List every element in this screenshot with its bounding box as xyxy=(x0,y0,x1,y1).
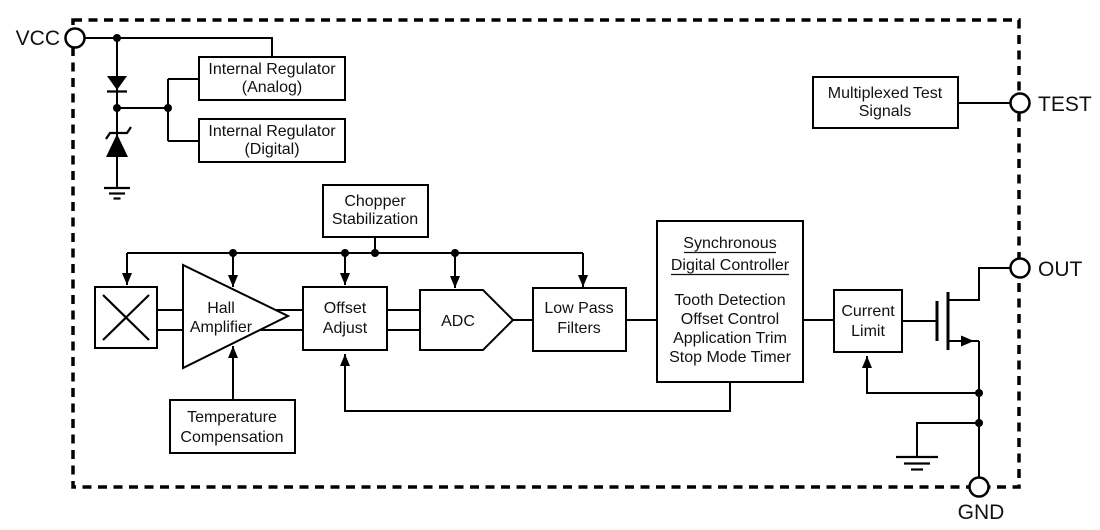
analog-regulator-label-1: Internal Regulator xyxy=(208,61,336,78)
offset-adjust-box xyxy=(303,287,387,350)
out-pin xyxy=(1011,259,1030,278)
controller-function-1: Tooth Detection xyxy=(674,292,786,309)
mux-test-label-1: Multiplexed Test xyxy=(827,85,943,102)
gnd-pin-label: GND xyxy=(957,501,1005,524)
temp-comp-label-2: Compensation xyxy=(180,429,284,446)
vcc-pin xyxy=(66,29,85,48)
hall-amplifier-label-2: Amplifier xyxy=(189,319,253,336)
ground-icon-right xyxy=(896,457,938,470)
offset-adjust-label-1: Offset xyxy=(323,300,367,317)
protection-diode-icon xyxy=(107,76,127,92)
controller-title-1: Synchronous xyxy=(683,235,777,252)
current-limit-label-1: Current xyxy=(841,303,895,320)
block-chopper-stabilization xyxy=(323,185,428,237)
digital-regulator-label-1: Internal Regulator xyxy=(208,123,336,140)
test-pin xyxy=(1011,94,1030,113)
block-internal-regulator-analog xyxy=(199,57,345,100)
temp-comp-label-1: Temperature xyxy=(187,409,277,426)
adc-label: ADC xyxy=(441,313,475,330)
hall-amplifier-label-1: Hall xyxy=(207,300,235,317)
block-hall-amplifier xyxy=(183,265,288,368)
block-digital-controller xyxy=(657,221,803,382)
vcc-pin-label: VCC xyxy=(15,27,60,50)
lpf-label-1: Low Pass xyxy=(544,300,614,317)
block-hall-element xyxy=(95,287,157,348)
digital-regulator-label-2: (Digital) xyxy=(244,141,300,158)
block-multiplexed-test-signals xyxy=(813,77,958,128)
wire-vcc-rail xyxy=(84,38,272,57)
diode-triangle xyxy=(107,76,127,90)
wire-current-sense xyxy=(867,356,979,393)
current-limit-box xyxy=(834,290,902,352)
block-internal-regulator-digital xyxy=(199,119,345,162)
wire-drain-out xyxy=(948,268,1010,300)
wire-ground-branch xyxy=(917,423,979,456)
out-pin-label: OUT xyxy=(1038,258,1083,281)
controller-function-2: Offset Control xyxy=(680,311,780,328)
zener-triangle xyxy=(106,134,128,157)
hall-amplifier-triangle xyxy=(183,265,288,368)
gnd-pin xyxy=(970,478,989,497)
current-limit-label-2: Limit xyxy=(851,323,885,340)
analog-regulator-label-2: (Analog) xyxy=(241,79,303,96)
lpf-label-2: Filters xyxy=(557,320,601,337)
ground-icon-left xyxy=(104,188,130,199)
zener-diode-icon xyxy=(106,127,131,157)
mosfet-source-arrow xyxy=(961,336,974,347)
block-adc xyxy=(420,290,513,350)
controller-title-2: Digital Controller xyxy=(670,257,790,274)
block-temperature-compensation xyxy=(170,400,295,453)
controller-function-3: Application Trim xyxy=(673,330,787,347)
chopper-label-1: Chopper xyxy=(344,193,406,210)
controller-function-4: Stop Mode Timer xyxy=(669,349,791,366)
offset-adjust-label-2: Adjust xyxy=(322,320,368,337)
block-offset-adjust xyxy=(303,287,387,350)
block-low-pass-filters xyxy=(533,288,626,351)
mux-test-label-2: Signals xyxy=(858,103,912,120)
test-pin-label: TEST xyxy=(1038,93,1092,116)
block-current-limit xyxy=(834,290,902,352)
chopper-label-2: Stabilization xyxy=(331,211,419,228)
